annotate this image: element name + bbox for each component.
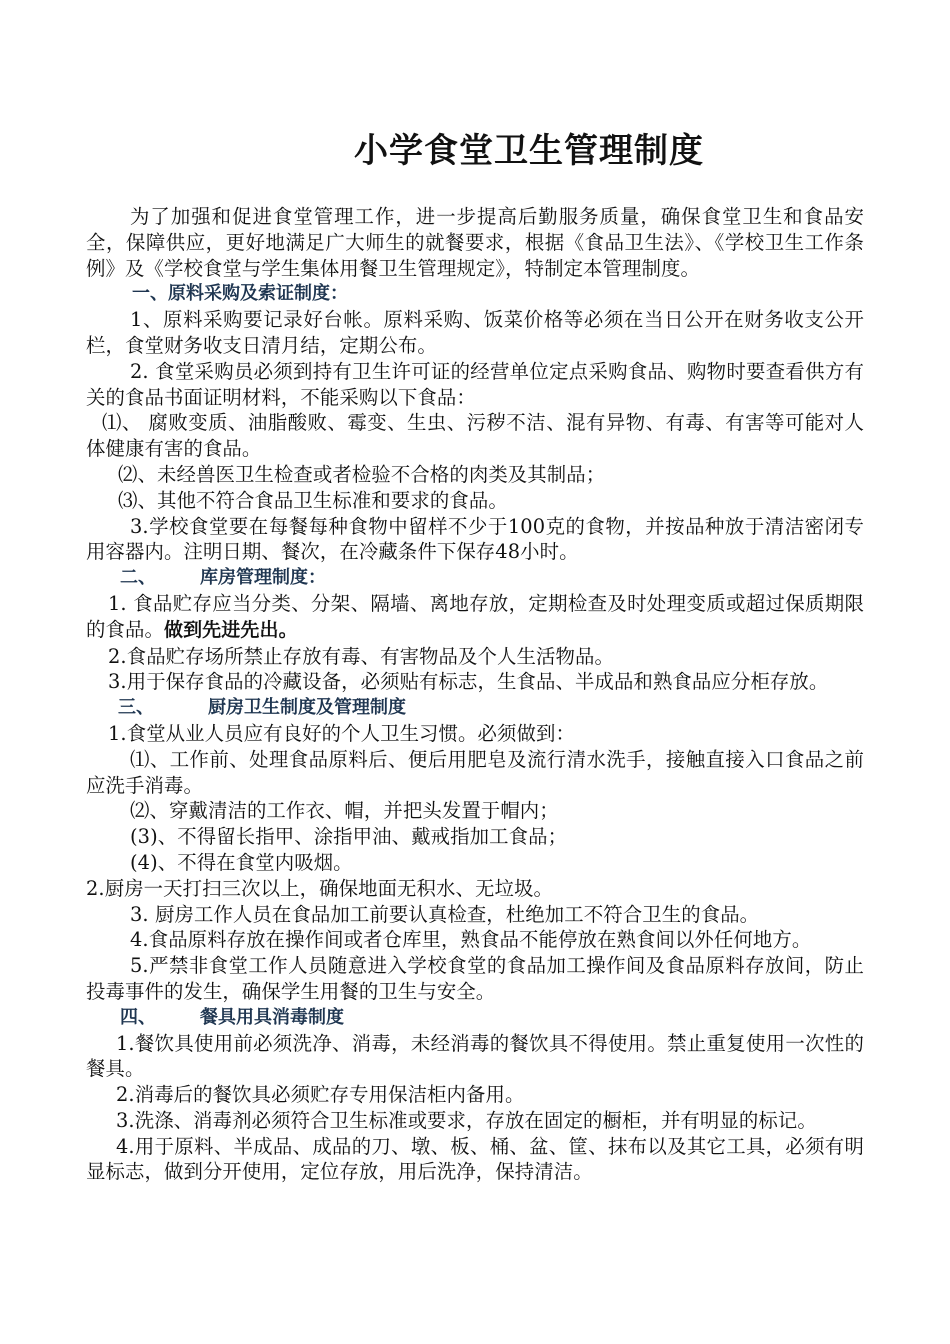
section-1-heading: 一、原料采购及索证制度： <box>132 283 348 305</box>
section-4-heading <box>86 1005 864 1031</box>
section-3-item-1-sub-4: (4)、不得在食堂内吸烟。 <box>130 850 353 874</box>
section-4-heading-text: 餐具用具消毒制度 <box>200 1006 344 1028</box>
section-2-heading <box>86 565 864 591</box>
section-3-item-4: 4.食品原料存放在操作间或者仓库里，熟食品不能停放在熟食间以外任何地方。 <box>130 928 812 952</box>
section-3-item-1-sub-1: ⑴、工作前、处理食品原料后、便后用肥皂及流行清水洗手，接触直接入口食品之前应洗手消毒。 <box>86 747 864 797</box>
section-3-heading-text: 厨房卫生制度及管理制度 <box>208 697 406 719</box>
section-4-item-4: 4.用于原料、半成品、成品的刀、墩、板、桶、盆、筐、抹布以及其它工具，必须有明显标志，做到分开使用，定位存放，用后洗净，保持清洁。 <box>86 1134 864 1184</box>
section-4-item-2: 2.消毒后的餐饮具必须贮存专用保洁柜内备用。 <box>116 1083 525 1107</box>
section-3-item-3: 3. 厨房工作人员在食品加工前要认真检查，杜绝加工不符合卫生的食品。 <box>130 902 760 926</box>
section-1-item-2-sub-2: ⑵、未经兽医卫生检查或者检验不合格的肉类及其制品； <box>118 462 606 486</box>
section-1-item-2-sub-1: ⑴、 腐败变质、油脂酸败、霉变、生虫、污秽不洁、混有异物、有毒、有害等可能对人体健康有害的食品。 <box>86 411 864 461</box>
section-2-heading-text: 库房管理制度： <box>200 567 326 589</box>
section-1-item-3: 3.学校食堂要在每餐每种食物中留样不少于100克的食物，并按品种放于清洁密闭专用容器内。注明日期、餐次，在冷藏条件下保存48小时。 <box>86 514 864 564</box>
section-3-item-2: 2.厨房一天打扫三次以上，确保地面无积水、无垃圾。 <box>86 876 553 900</box>
section-2-item-1-emphasis: 做到先进先出。 <box>163 618 298 641</box>
section-1-item-2-sub-3: ⑶、其他不符合食品卫生标准和要求的食品。 <box>118 488 508 512</box>
section-2-heading-number: 二、 <box>120 567 156 589</box>
document-title: 小学食堂卫生管理制度 <box>354 131 704 171</box>
section-2-item-1 <box>86 591 864 644</box>
section-4-item-3: 3.洗涤、消毒剂必须符合卫生标准或要求，存放在固定的橱柜，并有明显的标记。 <box>116 1108 817 1132</box>
section-1-item-1: 1、原料采购要记录好台帐。原料采购、饭菜价格等必须在当日公开在财务收支公开栏，食堂财务收支日清月结，定期公布。 <box>86 308 864 357</box>
section-3-heading <box>86 695 864 721</box>
section-2-item-3: 3.用于保存食品的冷藏设备，必须贴有标志，生食品、半成品和熟食品应分柜存放。 <box>108 670 829 694</box>
section-3-item-1-sub-3: (3)、不得留长指甲、涂指甲油、戴戒指加工食品； <box>130 825 568 849</box>
section-3-heading-number: 三、 <box>118 697 154 719</box>
section-4-item-1: 1.餐饮具使用前必须洗净、消毒，未经消毒的餐饮具不得使用。禁止重复使用一次性的餐具。 <box>86 1031 864 1081</box>
section-1-item-2: 2. 食堂采购员必须到持有卫生许可证的经营单位定点采购食品、购物时要查看供方有关的食品书面证明材料，不能采购以下食品： <box>86 359 864 409</box>
section-4-heading-number: 四、 <box>120 1006 156 1028</box>
section-3-item-5: 5.严禁非食堂工作人员随意进入学校食堂的食品加工操作间及食品原料存放间，防止投毒事件的发生，确保学生用餐的卫生与安全。 <box>86 954 864 1003</box>
section-3-item-1-sub-2: ⑵、穿戴清洁的工作衣、帽，并把头发置于帽内； <box>130 799 559 823</box>
section-3-item-1: 1.食堂从业人员应有良好的个人卫生习惯。必须做到： <box>108 721 575 745</box>
section-2-item-1-text: 1. 食品贮存应当分类、分架、隔墙、离地存放，定期检查及时处理变质或超过保质期限的食品。 <box>86 591 864 641</box>
intro-paragraph: 为了加强和促进食堂管理工作，进一步提高后勤服务质量，确保食堂卫生和食品安全，保障供应，更好地满足广大师生的就餐要求，根据《食品卫生法》、《学校卫生工作条例》及《学校食堂与学生集体用餐卫生管理规定》，特制定本管理制度。 <box>86 205 864 280</box>
section-2-item-2: 2.食品贮存场所禁止存放有毒、有害物品及个人生活物品。 <box>108 644 614 668</box>
